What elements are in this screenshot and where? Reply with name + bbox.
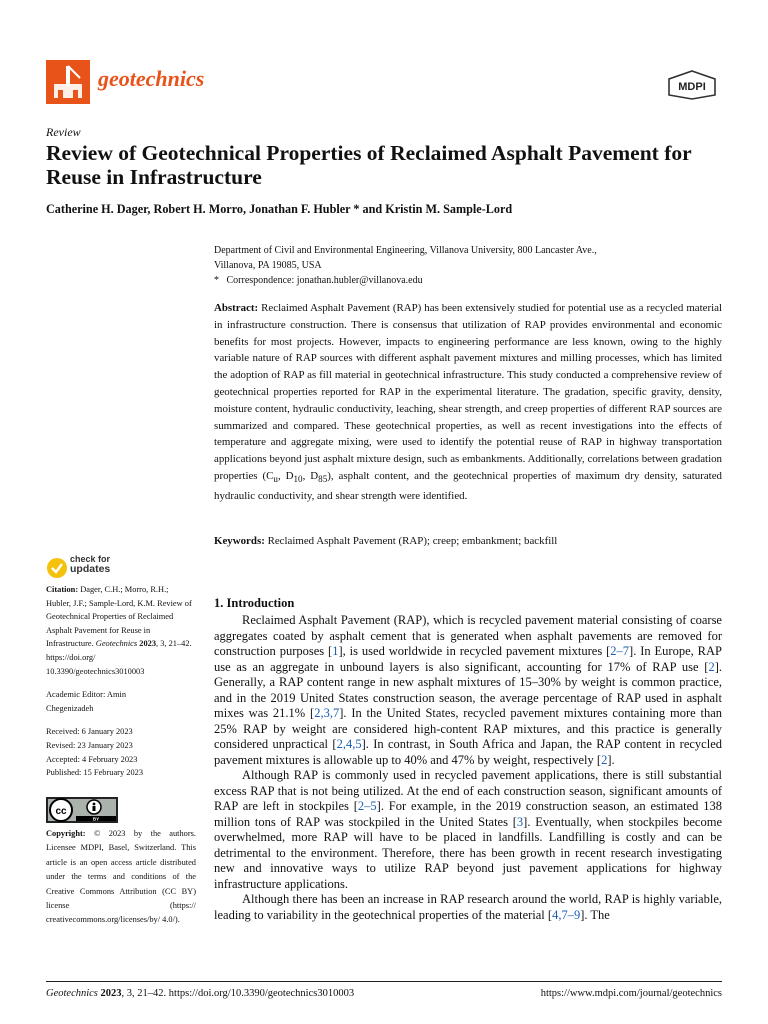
copyright-label: Copyright: bbox=[46, 829, 86, 838]
footer-url[interactable]: https://www.mdpi.com/journal/geotechnics bbox=[540, 988, 722, 999]
paragraph-text: ]. For example, in the 2019 construction season, an estimated 138 million tons of RAP was stockpiled in the United States [ bbox=[214, 799, 722, 829]
academic-editor bbox=[46, 688, 194, 715]
paragraph-text: ]. In Europe, RAP use as an aggregate in unbound layers is also significant, accounting for 17% of RAP use [ bbox=[214, 644, 722, 674]
section-heading: 1. Introduction bbox=[214, 596, 295, 610]
paragraph bbox=[214, 768, 722, 892]
citation-year: 2023 bbox=[139, 639, 157, 649]
paragraph-text: ]. In the United States, recycled pavement mixtures containing more than 25% RAP by weight are considered high-content RAP mixtures, and this practice is generally considered unpractical [ bbox=[214, 706, 723, 751]
citation-reference-link[interactable]: 2–5 bbox=[357, 799, 377, 813]
citation-reference-link[interactable]: 2 bbox=[601, 752, 608, 767]
sidebar bbox=[46, 583, 194, 780]
paragraph-text: ]. bbox=[607, 752, 615, 767]
author-list[interactable]: Catherine H. Dager, Robert H. Morro, Jonathan F. Hubler * and Kristin M. Sample-Lord bbox=[46, 202, 513, 216]
footer-citation bbox=[46, 988, 354, 999]
keywords-label: Keywords: bbox=[214, 535, 265, 547]
cc-by-license-icon[interactable] bbox=[46, 797, 118, 823]
paragraph-text: Although RAP is commonly used in recycled pavement applications, there is still substantial excess RAP that is not being utilized. At the end of each construction season, significant amounts of RAP are left in stockpiles [ bbox=[214, 768, 722, 813]
abstract-text: Reclaimed Asphalt Pavement (RAP) has been extensively studied for potential use as a recycled material in infrastructure construction. There is consensus that utilization of RAP provides environmental and economic benefits for most projects. However, impacts to engineering performance are less known, owing to the highly variable nature of RAP sources with different asphalt pavement mixtures and milling processes, which has limited the adoption of RAP as fill material in geotechnical infrastructure. This study conducted a comprehensive review of geotechnical properties reported for RAP in the experimental literature. The gradation, specific gravity, density, moisture content, hydraulic conductivity, leaching, shear strength, and creep properties of different RAP sources are summarized and compared. These geotechnical properties, as well as recent investigations into the effects of temperature and aggregate mixing, were used to identify the potential reuse of RAP in highway transportation applications beyond just asphalt mixture design, such as embankments. Additionally, correlations between gradation properties (C bbox=[214, 302, 722, 482]
citation-reference-link[interactable]: 2 bbox=[708, 659, 715, 674]
paragraph bbox=[214, 892, 722, 923]
correspondence bbox=[214, 273, 734, 288]
journal-name: geotechnics bbox=[98, 66, 205, 91]
article-type: Review bbox=[46, 125, 81, 139]
citation-reference-link[interactable]: 2,4,5 bbox=[336, 737, 362, 751]
citation-text: Dager, C.H.; Morro, R.H.; Hubler, J.F.; Sample-Lord, K.M. Review of Geotechnical Properties of Reclaimed Asphalt Pavement for Reuse in Infrastructure. bbox=[46, 585, 192, 649]
citation bbox=[46, 583, 194, 678]
correspondence-text[interactable]: Correspondence: jonathan.hubler@villanova.edu bbox=[226, 275, 423, 286]
cc-icon-text: cc bbox=[55, 806, 67, 817]
date-published: Published: 15 February 2023 bbox=[46, 768, 144, 778]
citation-reference-link[interactable]: 3 bbox=[516, 814, 524, 829]
keywords-text: Reclaimed Asphalt Pavement (RAP); creep; embankment; backfill bbox=[267, 535, 558, 547]
paragraph-text: Although there has been an increase in RAP research around the world, RAP is highly variable, leading to variability in the geotechnical properties of the material [ bbox=[214, 892, 722, 922]
date-revised: Revised: 23 January 2023 bbox=[46, 740, 133, 750]
body-text bbox=[214, 613, 722, 923]
correspondence-mark: * bbox=[214, 275, 219, 286]
paragraph-text: ]. Generally, a RAP content range in new asphalt mixtures of 15–30% by weight is common practice, and in the 2019 United States construction season, the average percentage of RAP used in asphalt mixes was 21.1% [ bbox=[214, 659, 722, 720]
article-title: Review of Geotechnical Properties of Reclaimed Asphalt Pavement for Reuse in Infrastructure bbox=[46, 141, 692, 189]
editor-line: Academic Editor: Amin bbox=[46, 690, 127, 700]
check-for-updates-label[interactable] bbox=[70, 555, 110, 575]
keywords bbox=[214, 535, 722, 547]
copyright-text: © 2023 by the authors. Licensee MDPI, Basel, Switzerland. This article is an open access article distributed under the terms and conditions of the Creative Commons Attribution (CC BY) license (https:// creativecommons.org/licenses/by/ 4.0/). bbox=[46, 829, 197, 925]
subscript: u bbox=[273, 474, 278, 485]
abstract bbox=[214, 300, 722, 505]
footer-rule bbox=[46, 981, 722, 982]
abstract-text: , D bbox=[277, 469, 294, 482]
paragraph-text: ]. In contrast, in South Africa and Japan, the RAP content in recycled pavement mixtures is allowable up to 40% and 47% by weight, respectively [ bbox=[214, 737, 722, 767]
paragraph-text: ]. Eventually, when stockpiles become overwhelmed, more RAP will have to be placed in landfills. Landfilling is costly and can be detrimental to the environment. Therefore, there has been growth in recent research investigating new and innovative ways to utilize RAP beyond just pavement applications for highway infrastructure applications. bbox=[214, 814, 722, 891]
subscript: 85 bbox=[318, 474, 328, 485]
abstract-text: , D bbox=[302, 469, 319, 482]
check-for-updates-line: updates bbox=[70, 563, 111, 575]
citation-doi[interactable]: , 3, 21–42. https://doi.org/ 10.3390/geotechnics3010003 bbox=[46, 639, 192, 676]
citation-reference-link[interactable]: 2,3,7 bbox=[314, 706, 340, 720]
footer-doi[interactable]: , 3, 21–42. https://doi.org/10.3390/geotechnics3010003 bbox=[121, 988, 355, 999]
copyright bbox=[46, 827, 196, 928]
mdpi-logo-text: MDPI bbox=[678, 81, 706, 93]
editor-line: Chegenizadeh bbox=[46, 703, 94, 713]
subscript: 10 bbox=[293, 474, 303, 485]
paragraph bbox=[214, 613, 722, 768]
citation-reference-link[interactable]: 2–7 bbox=[610, 644, 630, 658]
paragraph-text: ], is used worldwide in recycled pavement mixtures [ bbox=[338, 644, 611, 658]
citation-label: Citation: bbox=[46, 585, 79, 594]
citation-reference-link[interactable]: 1 bbox=[332, 644, 339, 658]
paragraph-text: ]. The bbox=[580, 907, 610, 922]
by-icon-text: BY bbox=[92, 816, 100, 822]
geotechnics-logo-icon bbox=[46, 60, 90, 104]
citation-journal: Geotechnics bbox=[95, 639, 138, 649]
check-for-updates-line: check for bbox=[70, 554, 111, 564]
footer-journal: Geotechnics bbox=[46, 988, 98, 999]
abstract-text: ), asphalt content, and the geotechnical properties of maximum dry density, saturated hydraulic conductivity, and shear strength were identified. bbox=[214, 469, 722, 502]
affiliation-line: Department of Civil and Environmental Engineering, Villanova University, 800 Lancaster Ave., bbox=[214, 245, 597, 256]
citation-reference-link[interactable]: 4,7–9 bbox=[552, 907, 581, 922]
affiliation-line: Villanova, PA 19085, USA bbox=[214, 260, 322, 271]
abstract-label: Abstract: bbox=[214, 302, 259, 314]
mdpi-logo-icon[interactable] bbox=[667, 70, 717, 100]
date-accepted: Accepted: 4 February 2023 bbox=[46, 754, 138, 764]
footer-year: 2023 bbox=[100, 988, 122, 999]
affiliations bbox=[214, 243, 734, 288]
paragraph-text: Reclaimed Asphalt Pavement (RAP), which is recycled pavement material consisting of coarse aggregates coated by asphalt cement that is generated when asphalt pavements are removed for construction purposes [ bbox=[214, 613, 722, 658]
date-received: Received: 6 January 2023 bbox=[46, 727, 133, 737]
